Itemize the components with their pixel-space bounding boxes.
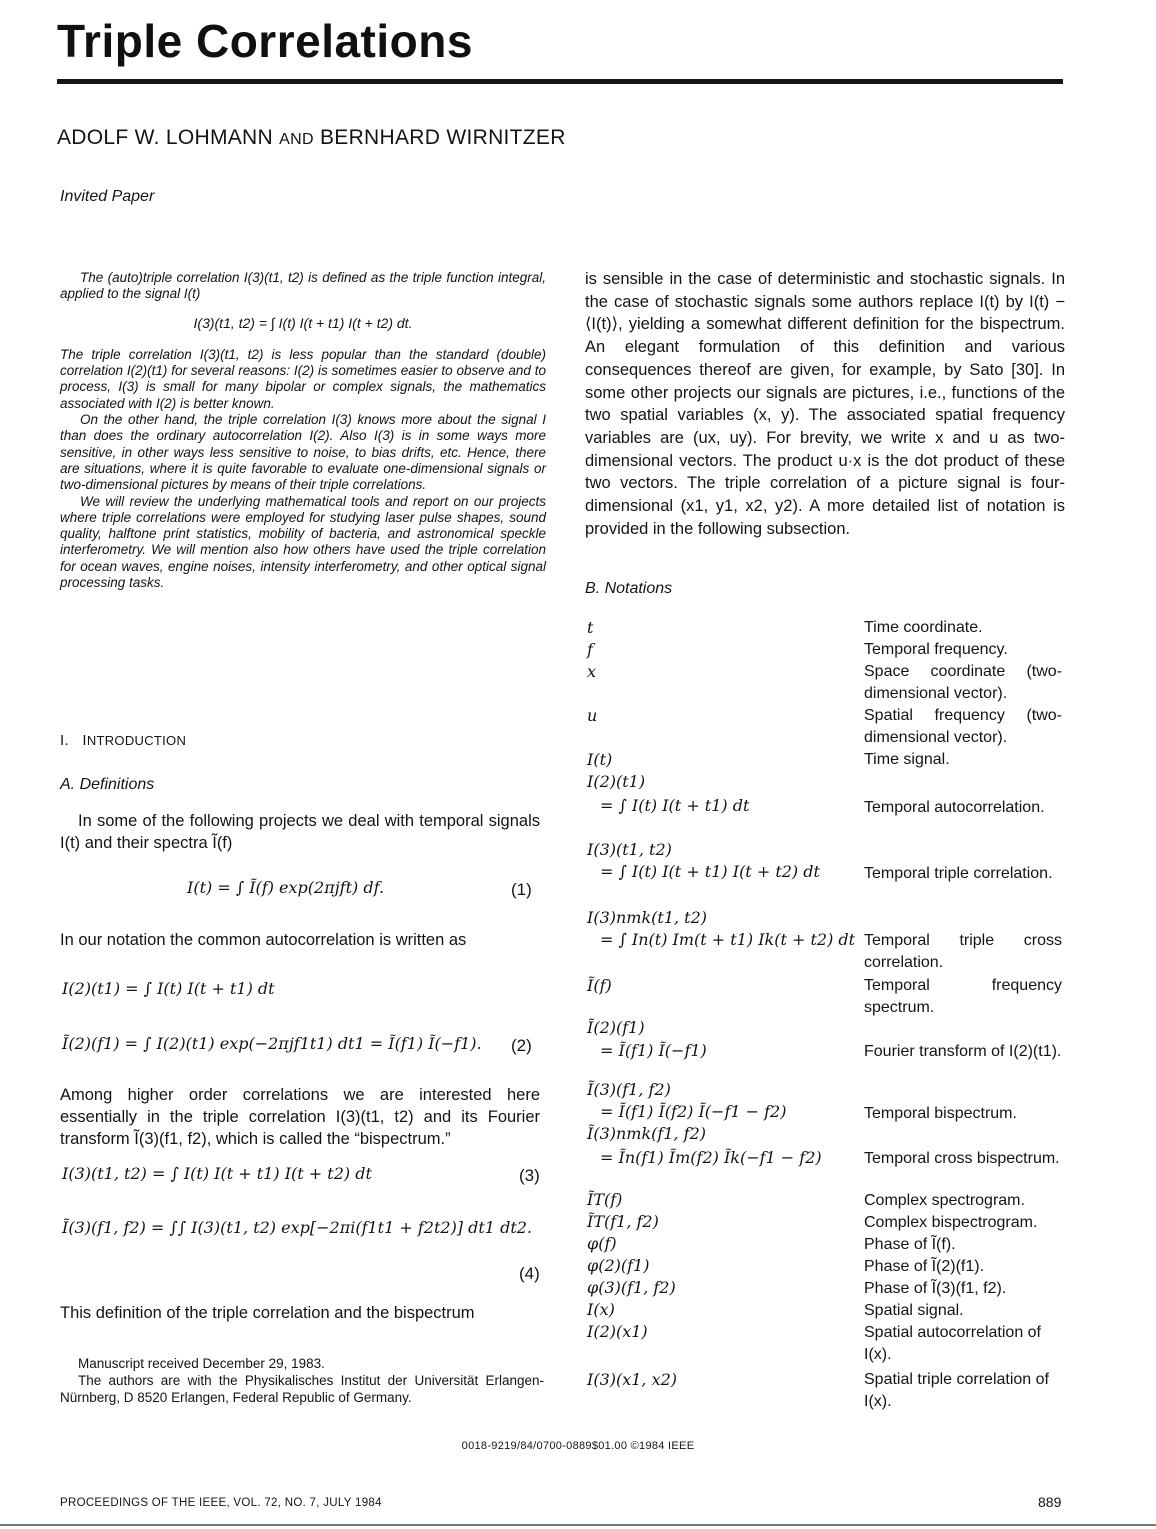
notation-description: Phase of Ĩ(2)(f1).: [864, 1258, 985, 1275]
notation-symbol: f: [587, 640, 593, 659]
subsection-heading-definitions: A. Definitions: [60, 776, 155, 793]
notation-symbol: φ(f): [587, 1234, 617, 1253]
equation-2a: I(2)(t1) = ∫ I(t) I(t + t1) dt: [62, 979, 275, 998]
paper-type-label: Invited Paper: [60, 188, 155, 205]
footnote-received: Manuscript received December 29, 1983.: [78, 1356, 325, 1371]
author-conjunction: AND: [279, 131, 314, 148]
notation-symbol: I(t): [587, 750, 613, 769]
equation-1-number: (1): [511, 880, 532, 899]
notation-description: Time signal.: [864, 751, 950, 768]
notation-symbol-definition: = Ĩ(f1) Ĩ(−f1): [600, 1041, 707, 1060]
author-2: BERNHARD WIRNITZER: [319, 126, 566, 149]
author-1: ADOLF W. LOHMANN: [57, 126, 273, 149]
notation-symbol: Ĩ(2)(f1): [587, 1018, 645, 1037]
notation-description: Spatial autocorrelation of I(x).: [864, 1324, 1041, 1363]
body-text-4: This definition of the triple correlation and the bispectrum: [60, 1304, 475, 1322]
right-column-text: [585, 268, 1065, 540]
abstract-paragraph-3: On the other hand, the triple correlation I(3) knows more about the signal I than does the ordinary autocorrelation I(2). Also I(3) is in some ways more sensitive, in other ways less sensitive to noise, to bias drifts, etc. Hence, there are situations, where it is quite favorable to evaluate one-dimensional signals or two-dimensional pictures by means of their triple correlations.: [60, 412, 546, 493]
notation-description: Temporal frequency.: [864, 641, 1008, 658]
abstract-paragraph-1: The (auto)triple correlation I(3)(t1, t2) is defined as the triple function integral, applied to the signal I(t): [60, 270, 546, 302]
notation-description: Temporal autocorrelation.: [864, 799, 1045, 816]
notation-symbol: I(x): [587, 1300, 615, 1319]
notation-symbol: t: [587, 618, 594, 637]
abstract-equation: I(3)(t1, t2) = ∫ I(t) I(t + t1) I(t + t2) dt.: [193, 314, 413, 331]
notation-symbol: I(3)(x1, x2): [587, 1370, 678, 1389]
copyright-line: 0018-9219/84/0700-0889$01.00 ©1984 IEEE: [461, 1440, 695, 1452]
notation-description: Fourier transform of I(2)(t1).: [864, 1043, 1062, 1060]
bottom-rule: [0, 1524, 1156, 1526]
notation-description: Temporal triple cross correlation.: [864, 932, 1062, 971]
right-column-paragraph: is sensible in the case of deterministic and stochastic signals. In the case of stochastic signals some authors replace I(t) by I(t) − ⟨I(t)⟩, yielding a somewhat different definition for the bispectrum. An elegant formulation of this definition and various consequences thereof are given, for example, by Sato [30]. In some other projects our signals are pictures, i.e., functions of the two spatial variables (x, y). The associated spatial frequency variables are (ux, uy). For brevity, we write x and u as two-dimensional vectors. The product u·x is the dot product of these two vectors. The triple correlation of a picture signal is four-dimensional (x1, y1, x2, y2). A more detailed list of notation is provided in the following subsection.: [585, 270, 1065, 538]
notation-symbol: u: [587, 706, 598, 725]
body-paragraph-4: [60, 1302, 540, 1324]
notation-symbol-definition: = ∫ I(t) I(t + t1) I(t + t2) dt: [600, 862, 820, 881]
abstract: [60, 270, 546, 591]
notation-symbol: Ĩ(f): [587, 976, 612, 995]
section-number: I.: [60, 732, 69, 749]
body-paragraph-1: [60, 810, 540, 854]
notation-symbol: ĨT(f1, f2): [587, 1212, 659, 1231]
abstract-paragraph-4: We will review the underlying mathematical tools and report on our projects where triple correlations were employed for studying laser pulse shapes, sound quality, halftone print statistics, mobility of bacteria, and astronomical speckle interferometry. We will mention also how others have used the triple correlation for ocean waves, engine noises, intensity interferometry, and other optical signal processing tasks.: [60, 493, 546, 591]
subsection-heading-notations: B. Notations: [585, 580, 673, 597]
notation-symbol: φ(3)(f1, f2): [587, 1278, 676, 1297]
footnote: [60, 1355, 544, 1406]
notation-symbol-definition: = Ĩn(f1) Ĩm(f2) Ĩk(−f1 − f2): [600, 1148, 822, 1167]
notation-symbol: Ĩ(3)(f1, f2): [587, 1080, 671, 1099]
body-text-1: In some of the following projects we deal with temporal signals I(t) and their spectra Ĩ(f): [60, 812, 540, 852]
notation-symbol-definition: = ∫ I(t) I(t + t1) dt: [600, 796, 750, 815]
notation-description: Spatial signal.: [864, 1302, 964, 1319]
footnote-affiliation: The authors are with the Physikalisches Institut der Universität Erlangen-Nürnberg, D 8520 Erlangen, Federal Republic of Germany.: [60, 1373, 544, 1405]
equation-3: I(3)(t1, t2) = ∫ I(t) I(t + t1) I(t + t2) dt: [62, 1164, 372, 1183]
equation-4-number: (4): [519, 1264, 540, 1283]
notation-description: Complex spectrogram.: [864, 1192, 1025, 1209]
notation-description: Time coordinate.: [864, 619, 983, 636]
notation-symbol: I(3)(t1, t2): [587, 840, 672, 859]
section-heading-introduction: [60, 732, 186, 749]
notation-description: Phase of Ĩ(3)(f1, f2).: [864, 1280, 1007, 1297]
notation-symbol: Ĩ(3)nmk(f1, f2): [587, 1124, 707, 1143]
body-text-3: Among higher order correlations we are interested here essentially in the triple correlation I(3)(t1, t2) and its Fourier transform Ĩ(3)(f1, f2), which is called the “bispectrum.”: [60, 1086, 540, 1148]
notation-symbol: I(2)(x1): [587, 1322, 648, 1341]
body-paragraph-2: [60, 929, 540, 951]
author-line: [57, 126, 566, 150]
notation-description: Temporal frequency spectrum.: [864, 977, 1062, 1016]
section-title-rest: NTRODUCTION: [86, 733, 187, 748]
notation-description: Spatial frequency (two-dimensional vector).: [864, 707, 1062, 746]
notation-symbol: I(2)(t1): [587, 772, 646, 791]
equation-1: I(t) = ∫ Ĩ(f) exp(2πjft) df.: [187, 878, 385, 897]
notation-symbol: ĨT(f): [587, 1190, 623, 1209]
notation-description: Complex bispectrogram.: [864, 1214, 1038, 1231]
section-title-initial: I: [82, 732, 87, 749]
notation-symbol-definition: = ∫ In(t) Im(t + t1) Ik(t + t2) dt: [600, 930, 856, 949]
equation-3-number: (3): [519, 1166, 540, 1185]
body-text-2: In our notation the common autocorrelation is written as: [60, 931, 467, 949]
notation-symbol: x: [587, 662, 597, 681]
notation-description: Space coordinate (two-dimensional vector).: [864, 663, 1062, 702]
notation-description: Spatial triple correlation of I(x).: [864, 1371, 1049, 1410]
notation-symbol: φ(2)(f1): [587, 1256, 650, 1275]
notation-description: Temporal cross bispectrum.: [864, 1150, 1060, 1167]
notation-symbol-definition: = Ĩ(f1) Ĩ(f2) Ĩ(−f1 − f2): [600, 1102, 787, 1121]
abstract-paragraph-2: The triple correlation I(3)(t1, t2) is less popular than the standard (double) correlation I(2)(t1) for several reasons: I(2) is sometimes easier to observe and to process, I(3) is small for many bipolar or complex signals, the mathematics associated with I(2) is better known.: [60, 346, 546, 411]
notation-description: Temporal bispectrum.: [864, 1105, 1017, 1122]
body-paragraph-3: [60, 1084, 540, 1150]
notation-description: Temporal triple correlation.: [864, 865, 1053, 882]
page-number: 889: [1038, 1494, 1062, 1510]
notation-description: Phase of Ĩ(f).: [864, 1236, 956, 1253]
equation-2-number: (2): [511, 1036, 532, 1055]
equation-2b: Ĩ(2)(f1) = ∫ I(2)(t1) exp(−2πjf1t1) dt1 = Ĩ(f1) Ĩ(−f1).: [62, 1034, 482, 1053]
paper-title: Triple Correlations: [57, 15, 473, 67]
equation-4: Ĩ(3)(f1, f2) = ∫∫ I(3)(t1, t2) exp[−2πi(f1t1 + f2t2)] dt1 dt2.: [62, 1218, 533, 1237]
title-rule: [57, 79, 1063, 84]
notation-symbol: I(3)nmk(t1, t2): [587, 908, 708, 927]
journal-footer: PROCEEDINGS OF THE IEEE, VOL. 72, NO. 7, JULY 1984: [60, 1497, 382, 1509]
